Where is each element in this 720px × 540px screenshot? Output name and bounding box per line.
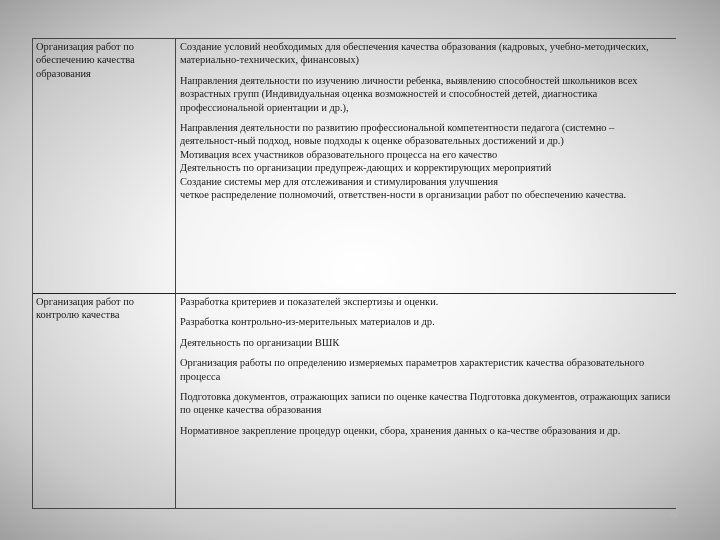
page-number: 36 (666, 509, 678, 520)
list-item: Создание системы мер для отслеживания и стимулирования улучшения (180, 176, 499, 188)
table-row (33, 39, 677, 294)
content-table (32, 38, 676, 509)
list-item: Направления деятельности по развитию профессиональной компетентности педагога (системно – деятельност-ный подход, новые подходы к оценке образовательных достижений и др.) (180, 123, 615, 148)
list-item: Подготовка документов, отражающих записи по оценке качества Подготовка документов, отражающих записи по оценке качества образования (180, 392, 671, 417)
row-label-quality-control: Организация работ по контролю качества (33, 294, 176, 509)
row-items-quality-assurance (176, 39, 677, 294)
list-item: четкое распределение полномочий, ответствен-ности в организации работ по обеспечению качества. (180, 190, 627, 202)
row-items-quality-control (176, 294, 677, 509)
list-item: Деятельность по организации ВШК (180, 337, 340, 349)
list-item: Мотивация всех участников образовательного процесса на его качество (180, 149, 498, 161)
list-item: Нормативное закрепление процедур оценки, сбора, хранения данных о ка-честве образования и др. (180, 425, 621, 437)
row-label-quality-assurance: Организация работ по обеспечению качества образования (33, 39, 176, 294)
list-item: Разработка контрольно-из-мерительных материалов и др. (180, 317, 435, 329)
list-item: Разработка критериев и показателей экспертизы и оценки. (180, 297, 439, 308)
list-item: Создание условий необходимых для обеспечения качества образования (кадровых, учебно-методических, материально-технических, финансовых) (180, 42, 649, 67)
list-item: Направления деятельности по изучению личности ребенка, выявлению способностей школьников всех возрастных групп (Индивидуальная оценка возможностей и способностей детей, диагностика профессиональной ориентации и др.), (180, 75, 638, 114)
table-row (33, 294, 677, 509)
list-item: Организация работы по определению измеряемых параметров характеристик качества образовательного процесса (180, 358, 645, 383)
list-item: Деятельность по организации предупреж-дающих и корректирующих мероприятий (180, 163, 552, 175)
